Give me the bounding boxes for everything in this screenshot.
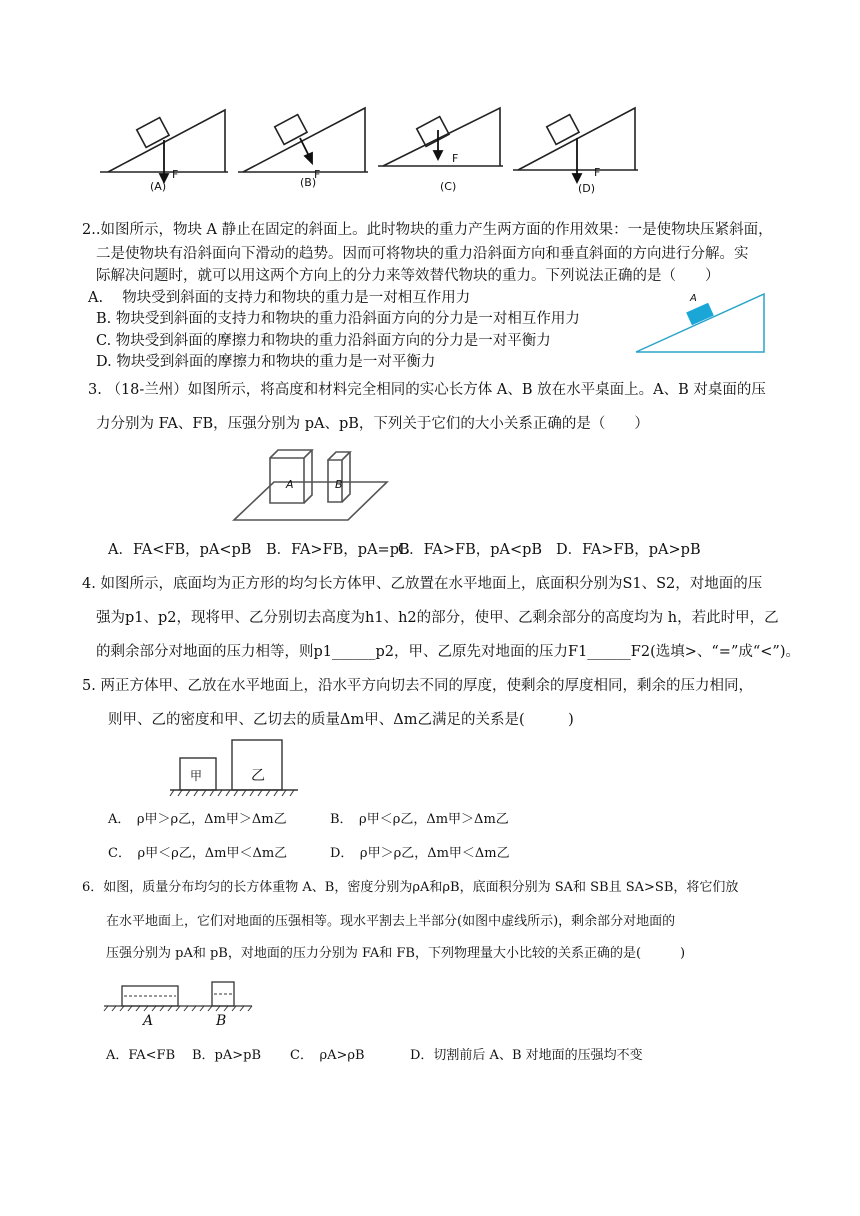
force-label-a: F: [172, 168, 179, 181]
q6-option-c: C． ρA>ρB: [290, 1048, 365, 1063]
q6-option-b: B．pA>pB: [192, 1048, 262, 1063]
q3-option-a: A．FA<FB，pA<pB: [108, 542, 252, 558]
q5-line-1: 5. 两正方体甲、乙放在水平地面上，沿水平方向切去不同的厚度，使剩余的厚度相同，剩余的压力相同，: [82, 678, 753, 694]
q6-option-a: A．FA<FB: [106, 1048, 176, 1063]
q3-option-d: D．FA>FB，pA>pB: [556, 542, 701, 558]
q4-line-2: 强为p1、p2，现将甲、乙分别切去高度为h1、h2的部分，使甲、乙剩余部分的高度均为 h，若此时甲，乙: [96, 610, 779, 626]
q2-option-d: D. 物块受到斜面的摩擦力和物块的重力是一对平衡力: [96, 354, 436, 370]
figure-label-b: (B): [300, 176, 317, 189]
q3-fig-label-b: B: [335, 478, 343, 491]
q2-line-2: 二是使物块有沿斜面向下滑动的趋势。因而可将物块的重力沿斜面方向和垂直斜面的方向进行分解。实: [96, 246, 749, 262]
q3-option-b: B．FA>FB，pA=pB: [266, 542, 410, 558]
q6-fig-label-b: B: [216, 1013, 227, 1029]
q5-fig-label-jia: 甲: [190, 769, 203, 783]
q5-line-2: 则甲、乙的密度和甲、乙切去的质量Δm甲、Δm乙满足的关系是( ): [108, 712, 574, 728]
q2-line-3: 际解决问题时，就可以用这两个方向上的分力来等效替代物块的重力。下列说法正确的是（ ）: [96, 268, 720, 284]
incline-force-figure: [100, 100, 660, 210]
q2-incline-figure: [636, 292, 768, 354]
q5-option-b: B． ρ甲＜ρ乙，Δm甲＞Δm乙: [330, 812, 509, 827]
q6-line-1: 6．如图，质量分布均匀的长方体重物 A、B，密度分别为ρA和ρB，底面积分别为 SA和 SB且 SA>SB，将它们放: [82, 880, 739, 895]
q4-line-1: 4. 如图所示，底面均为正方形的均匀长方体甲、乙放置在水平地面上，底面积分别为S1、S2，对地面的压: [82, 576, 763, 592]
q3-line-2: 力分别为 FA、FB，压强分别为 pA、pB，下列关于它们的大小关系正确的是（ ）: [96, 416, 649, 432]
q2-option-b: B. 物块受到斜面的支持力和物块的重力沿斜面方向的分力是一对相互作用力: [96, 311, 580, 327]
q6-line-2: 在水平地面上，它们对地面的压强相等。现水平割去上半部分(如图中虚线所示)，剩余部分对地面的: [106, 914, 676, 929]
force-label-c: F: [452, 152, 459, 165]
q4-line-3: 的剩余部分对地面的压力相等，则p1______p2，甲、乙原先对地面的压力F1______F2(选填>、“=”成“<”)。: [96, 644, 800, 660]
figure-label-c: (C): [440, 180, 457, 193]
q6-option-d: D．切割前后 A、B 对地面的压强均不变: [410, 1048, 643, 1063]
q2-option-c: C. 物块受到斜面的摩擦力和物块的重力沿斜面方向的分力是一对平衡力: [96, 333, 551, 349]
q5-option-d: D． ρ甲＞ρ乙，Δm甲＜Δm乙: [330, 846, 510, 861]
q2-option-a: A. 物块受到斜面的支持力和物块的重力是一对相互作用力: [88, 290, 471, 306]
q6-blocks-figure: [104, 982, 254, 1016]
q6-fig-label-a: A: [143, 1013, 154, 1029]
q2-block-label: A: [690, 293, 697, 304]
q6-line-3: 压强分别为 pA和 pB，对地面的压力分别为 FA和 FB，下列物理量大小比较的关系正确的是( ): [106, 946, 686, 961]
q3-option-c: C．FA>FB，pA<pB: [398, 542, 543, 558]
q2-line-1: 2..如图所示，物块 A 静止在固定的斜面上。此时物块的重力产生两方面的作用效果：一是使物块压紧斜面，: [82, 222, 773, 238]
figure-label-d: (D): [578, 182, 596, 195]
q3-blocks-figure: [232, 448, 392, 526]
force-label-b: F: [314, 168, 321, 181]
figure-label-a: (A): [150, 180, 167, 193]
q5-option-c: C． ρ甲＜ρ乙，Δm甲＜Δm乙: [108, 846, 288, 861]
q5-option-a: A． ρ甲＞ρ乙，Δm甲＞Δm乙: [108, 812, 287, 827]
q3-line-1: 3. （18-兰州）如图所示，将高度和材料完全相同的实心长方体 A、B 放在水平桌面上。A、B 对桌面的压: [88, 382, 766, 398]
q5-fig-label-yi: 乙: [251, 768, 265, 784]
q3-fig-label-a: A: [286, 478, 294, 491]
force-label-d: F: [594, 166, 601, 179]
